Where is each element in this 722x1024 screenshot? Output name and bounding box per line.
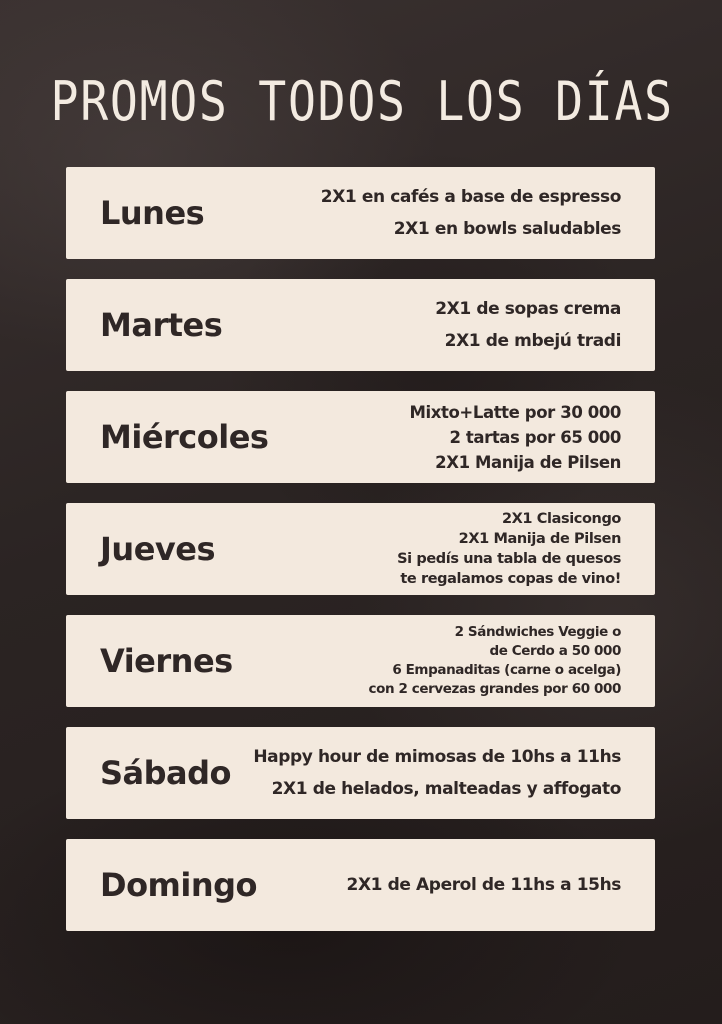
promo-list xyxy=(347,839,621,931)
promo-line: 2X1 Manija de Pilsen xyxy=(458,531,621,547)
promo-card-jueves xyxy=(66,503,655,595)
promo-line: 2 Sándwiches Veggie o xyxy=(454,624,621,640)
day-label: Sábado xyxy=(100,754,232,792)
promo-line: de Cerdo a 50 000 xyxy=(489,643,621,659)
day-label: Miércoles xyxy=(100,418,269,456)
day-label: Viernes xyxy=(100,642,233,680)
promo-line: Happy hour de mimosas de 10hs a 11hs xyxy=(253,747,621,767)
promo-card-viernes xyxy=(66,615,655,707)
promo-line: 2X1 de Aperol de 11hs a 15hs xyxy=(346,875,621,895)
promo-line: con 2 cervezas grandes por 60 000 xyxy=(368,681,621,697)
promo-line: 2X1 de sopas crema xyxy=(435,299,621,319)
promo-line: 2X1 en bowls saludables xyxy=(393,219,621,239)
promo-card-sabado xyxy=(66,727,655,819)
promo-list xyxy=(409,391,621,483)
page-title: PROMOS TODOS LOS DÍAS xyxy=(50,70,674,133)
promo-line: Mixto+Latte por 30 000 xyxy=(409,402,621,422)
promo-line: 2 tartas por 65 000 xyxy=(449,427,621,447)
day-label: Lunes xyxy=(100,194,205,232)
promo-card-lunes xyxy=(66,167,655,259)
promo-line: 2X1 Manija de Pilsen xyxy=(435,452,621,472)
promo-line: 2X1 de helados, malteadas y affogato xyxy=(271,779,621,799)
promo-line: 2X1 de mbejú tradi xyxy=(444,331,621,351)
promo-line: 2X1 en cafés a base de espresso xyxy=(320,187,621,207)
promo-card-martes xyxy=(66,279,655,371)
day-label: Martes xyxy=(100,306,223,344)
promo-card-domingo xyxy=(66,839,655,931)
promo-line: Si pedís una tabla de quesos xyxy=(397,551,621,567)
promo-list xyxy=(253,727,621,819)
day-label: Jueves xyxy=(100,530,215,568)
promo-line: 6 Empanaditas (carne o acelga) xyxy=(392,662,621,678)
day-label: Domingo xyxy=(100,866,258,904)
promo-line: 2X1 Clasicongo xyxy=(501,511,621,527)
promo-list xyxy=(321,167,621,259)
promo-line: te regalamos copas de vino! xyxy=(400,571,621,587)
promo-list xyxy=(368,615,621,707)
promo-list xyxy=(397,503,621,595)
promo-card-miercoles xyxy=(66,391,655,483)
promo-list xyxy=(435,279,621,371)
